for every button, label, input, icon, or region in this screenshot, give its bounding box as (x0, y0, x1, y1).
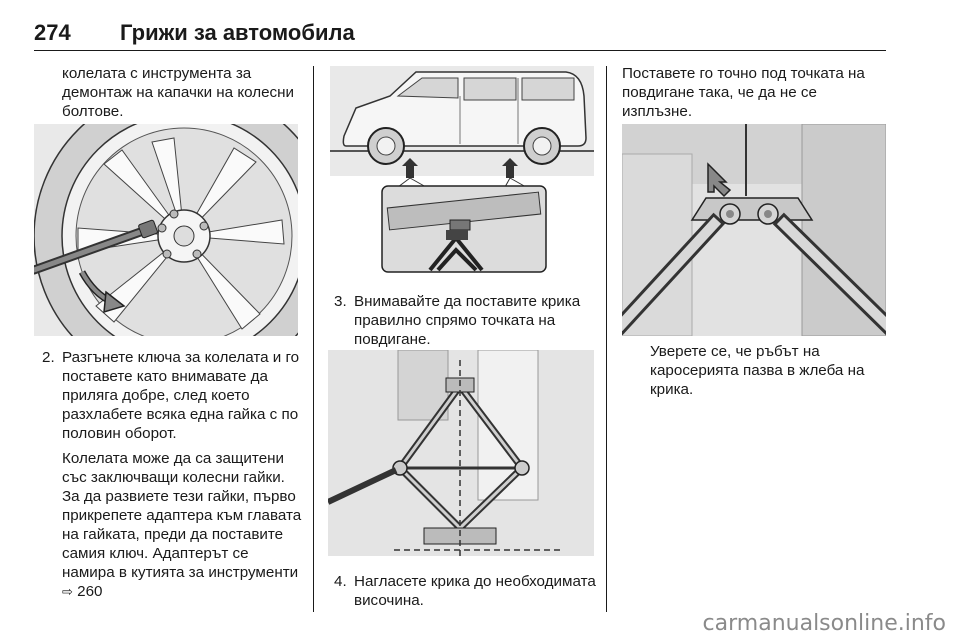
watermark: carmanualsonline.info (702, 611, 946, 636)
col2-step4 (334, 572, 596, 616)
col1-intro-text: колелата с инструмента за демонтаж на капачки на колесни болтове. (62, 65, 295, 120)
step-3 (334, 292, 596, 349)
page-ref-link[interactable]: 260 (77, 583, 103, 600)
wheel-icon (34, 124, 298, 336)
col2-step3 (334, 292, 596, 355)
step-4 (334, 572, 596, 610)
step-3-number: 3. (334, 293, 347, 310)
step-2-text: Разгънете ключа за колелата и го поставете като внимавате да приляга добре, след което разхлабете всяка една гайка с по половин оборот. (62, 349, 300, 442)
col3-intro (622, 64, 888, 127)
col1-intro (62, 64, 302, 127)
step-4-number: 4. (334, 573, 347, 590)
wheel-figure (34, 124, 298, 336)
van-icon (330, 66, 594, 276)
col1-note (42, 449, 304, 601)
col3-note-text: Уверете се, че ръбът на каросерията пазва в жлеба на крика. (650, 343, 865, 398)
header-rule (34, 50, 886, 51)
col3-intro-text: Поставете го точно под точката на повдигане така, че да не се изплъзне. (622, 65, 865, 120)
col1-body (42, 348, 304, 607)
scissor-jack-figure (328, 350, 594, 556)
van-jacking-figure (330, 66, 594, 276)
step-2 (42, 348, 304, 443)
col3-note (650, 342, 886, 405)
jack-head-icon (622, 124, 886, 336)
chapter-title: Грижи за автомобила (120, 20, 355, 45)
column-divider-2 (606, 66, 607, 612)
page-number: 274 (34, 20, 71, 45)
page-header (34, 20, 886, 54)
page-ref-icon: ⇨ (62, 584, 73, 599)
step-3-text: Внимавайте да поставите крика правилно спрямо точката на повдигане. (354, 293, 581, 348)
col1-note-text: Колелата може да са защитени със заключващи колесни гайки. За да развиете тези гайки, първо прикрепете адаптера към главата на гайката, преди да поставите самия ключ. Адаптерът се намира в кутията за инструменти (62, 450, 302, 581)
column-divider-1 (313, 66, 314, 612)
jack-icon (328, 350, 594, 556)
step-2-number: 2. (42, 349, 55, 366)
jack-head-figure (622, 124, 886, 336)
step-4-text: Нагласете крика до необходимата височина. (354, 573, 596, 609)
